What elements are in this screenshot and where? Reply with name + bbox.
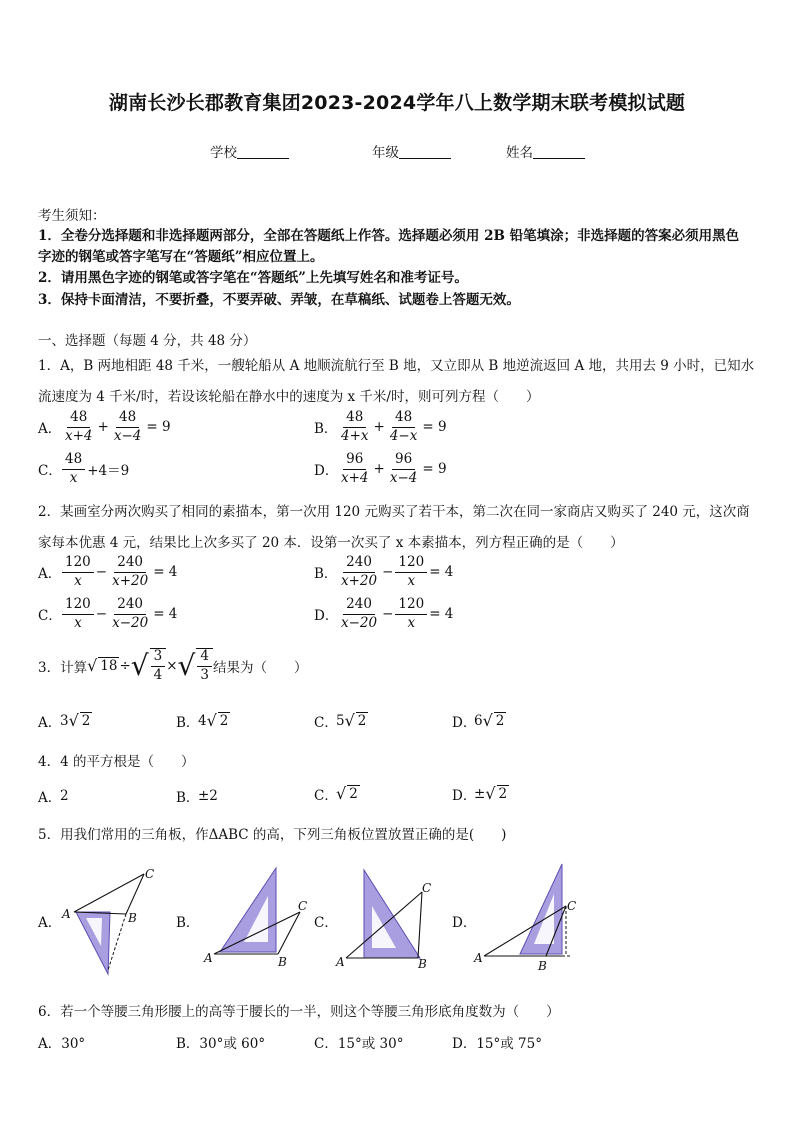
fraction — [338, 555, 380, 589]
fraction — [338, 410, 372, 444]
q3-prefix: 3．计算 — [38, 659, 88, 676]
q4-option-b[interactable] — [176, 786, 218, 806]
q5-stem: 5．用我们常用的三角板，作ΔABC 的高，下列三角板位置放置正确的是( ) — [38, 827, 507, 843]
rhs: = 9 — [422, 419, 447, 436]
q2-stem-line1: 2．某画室分两次购买了相同的素描本，第一次用 120 元购买了若干本，第二次在同一家商店又购买了 240 元，这次商 — [38, 504, 750, 520]
denominator: 4+x — [341, 427, 369, 444]
operator: × — [166, 657, 178, 674]
fraction — [395, 597, 427, 631]
option-label: A． — [38, 790, 62, 806]
radicand: 2 — [357, 713, 367, 730]
q4-option-d[interactable]: D． ± √ 2 — [452, 784, 508, 804]
q5-option-a-label[interactable]: A． — [38, 915, 62, 931]
numerator: 120 — [62, 555, 94, 573]
option-label: B． — [176, 715, 200, 731]
notice-item-1: 1．全卷分选择题和非选择题两部分，全部在答题纸上作答。选择题必须用 2B 铅笔填涂；非选择题的答案必须用黑色 — [38, 228, 740, 244]
operator: + — [97, 419, 109, 436]
point-label: B — [278, 955, 287, 969]
q2-option-b[interactable] — [314, 555, 453, 589]
q3-suffix: 结果为（ ） — [212, 659, 308, 676]
denominator: x−20 — [112, 614, 149, 631]
radicand: 2 — [349, 786, 358, 803]
q5-figure-d[interactable] — [470, 858, 590, 976]
q2-option-d[interactable] — [314, 597, 453, 631]
denominator: x — [407, 614, 416, 631]
option-label: A． — [38, 566, 62, 583]
denominator: x−20 — [341, 614, 378, 631]
numerator: 48 — [116, 410, 139, 428]
numerator: 4 — [197, 649, 212, 667]
denominator: x — [69, 469, 78, 486]
option-label: B． — [314, 566, 338, 583]
option-label: C． — [38, 608, 62, 625]
option-label: C． — [314, 788, 338, 804]
numerator: 96 — [343, 452, 366, 470]
q6-option-a[interactable]: A．30° — [38, 1036, 86, 1052]
rhs: = 4 — [153, 564, 178, 581]
denominator: x−4 — [113, 427, 142, 444]
option-label: D． — [452, 788, 477, 804]
point-label: B — [418, 957, 427, 971]
q5-option-b-label[interactable]: B． — [176, 915, 200, 931]
operator: − — [382, 606, 394, 623]
numerator: 120 — [62, 597, 94, 615]
denominator: x — [74, 572, 82, 589]
option-label: D． — [314, 463, 339, 480]
rhs: = 9 — [146, 419, 171, 436]
denominator: 4−x — [389, 427, 418, 444]
q6-stem: 6．若一个等腰三角形腰上的高等于腰长的一半，则这个等腰三角形底角度数为（ ） — [38, 1004, 560, 1020]
sqrt: √ 18 — [87, 655, 118, 675]
fraction — [109, 597, 151, 631]
numerator: 48 — [392, 410, 415, 428]
q1-option-d[interactable] — [314, 452, 447, 486]
numerator: 3 — [151, 649, 166, 667]
operator: − — [95, 564, 108, 581]
point-label: A — [62, 907, 71, 921]
fraction — [62, 555, 94, 589]
q6-option-c[interactable]: C．15°或 30° — [314, 1036, 404, 1052]
coef: 5 — [336, 713, 345, 729]
name-label: 姓名 — [506, 145, 533, 161]
numerator: 120 — [395, 597, 427, 615]
denominator: x — [407, 572, 416, 589]
q6-option-b[interactable]: B．30°或 60° — [176, 1036, 266, 1052]
option-text: ±2 — [198, 788, 218, 804]
rhs: = 4 — [153, 606, 178, 623]
notice-item-3: 3．保持卡面清洁，不要折叠，不要弄破、弄皱，在草稿纸、试题卷上答题无效。 — [38, 292, 520, 308]
q5-option-c-label[interactable]: C． — [314, 915, 338, 931]
denominator: x+4 — [65, 427, 93, 444]
fraction — [338, 452, 372, 486]
q6-option-d[interactable]: D．15°或 75° — [452, 1036, 542, 1052]
point-label: C — [567, 899, 577, 913]
q4-stem: 4．4 的平方根是（ ） — [38, 754, 195, 770]
notice-heading: 考生须知： — [38, 208, 106, 224]
operator: ÷ — [119, 657, 131, 674]
fraction — [62, 597, 94, 631]
radicand: 2 — [498, 786, 508, 803]
option-label: D． — [314, 608, 339, 625]
fraction — [395, 555, 427, 589]
school-field[interactable] — [210, 141, 289, 161]
numerator: 240 — [343, 555, 375, 573]
point-label: A — [204, 951, 213, 965]
option-label: B． — [314, 421, 338, 438]
operator: − — [382, 564, 394, 581]
fraction — [109, 555, 151, 589]
q5-figure-b[interactable] — [200, 862, 320, 972]
denominator: x−4 — [389, 469, 418, 486]
q4-option-c[interactable]: C． √ 2 — [314, 784, 358, 804]
option-label: C． — [314, 715, 338, 731]
numerator: 48 — [62, 452, 85, 470]
q5-figure-a[interactable] — [60, 862, 170, 982]
radicand: 2 — [219, 713, 229, 730]
option-label: D． — [452, 715, 477, 731]
name-field[interactable] — [506, 141, 585, 161]
q1-option-b[interactable] — [314, 410, 447, 444]
q3-option-c[interactable]: C． 5 √ 2 — [314, 711, 367, 731]
q2-option-a[interactable] — [38, 555, 177, 589]
fraction — [387, 410, 421, 444]
radicand: 2 — [495, 713, 505, 730]
rhs: = 9 — [422, 461, 447, 478]
numerator: 48 — [67, 410, 90, 428]
denominator: x+4 — [341, 469, 369, 486]
section-heading: 一、选择题（每题 4 分，共 48 分） — [38, 333, 257, 349]
grade-blank[interactable] — [399, 144, 451, 159]
point-label: A — [474, 951, 483, 965]
point-label: B — [538, 959, 547, 973]
denominator: x+20 — [341, 572, 378, 589]
notice-item-2: 2．请用黑色字迹的钢笔或答字笔在“答题纸”上先填写姓名和准考证号。 — [38, 270, 468, 286]
q1-option-c[interactable] — [38, 452, 129, 486]
q5-figure-c[interactable] — [332, 862, 452, 974]
school-label: 学校 — [210, 145, 237, 161]
numerator: 240 — [114, 597, 146, 615]
q1-stem-line1: 1．A，B 两地相距 48 千米，一艘轮船从 A 地顺流航行至 B 地，又立即从 B 地逆流返回 A 地，共用去 9 小时，已知水 — [38, 358, 755, 374]
option-label: C． — [38, 463, 62, 480]
q2-stem-line2: 家每本优惠 4 元，结果比上次多买了 20 本．设第一次买了 x 本素描本，列方程正确的是（ ） — [38, 535, 624, 551]
q1-option-a[interactable] — [38, 410, 171, 444]
fraction — [62, 410, 96, 444]
coef: 4 — [198, 713, 207, 729]
q1-stem-line2: 流速度为 4 千米/时，若设该轮船在静水中的速度为 x 千米/时，则可列方程（ ） — [38, 389, 540, 405]
rhs: = 4 — [429, 606, 454, 623]
numerator: 240 — [343, 597, 375, 615]
q5-option-d-label[interactable]: D． — [452, 915, 477, 931]
fraction — [338, 597, 380, 631]
denominator: 4 — [153, 666, 163, 683]
grade-field[interactable] — [372, 141, 451, 161]
option-text: 2 — [60, 788, 69, 804]
operator: − — [95, 606, 108, 623]
q4-option-a[interactable] — [38, 786, 69, 806]
radicand: 2 — [81, 713, 91, 730]
numerator: 96 — [392, 452, 415, 470]
rhs: +4＝9 — [87, 463, 130, 480]
sqrt: √ $\frac{3}{4}$ — [131, 648, 166, 683]
option-label: A． — [38, 715, 62, 731]
q3-option-b[interactable]: B． 4 √ 2 — [176, 711, 229, 731]
point-label: C — [422, 881, 432, 895]
q3-option-d[interactable]: D． 6 √ 2 — [452, 711, 505, 731]
rhs: = 4 — [429, 564, 454, 581]
operator: + — [373, 419, 385, 436]
fraction — [387, 452, 421, 486]
q3-stem — [38, 648, 307, 683]
coef: 3 — [60, 713, 69, 729]
school-blank[interactable] — [237, 144, 289, 159]
numerator: 120 — [395, 555, 427, 573]
point-label: B — [128, 911, 137, 925]
point-label: C — [145, 867, 155, 881]
denominator: x — [74, 614, 82, 631]
numerator: 48 — [343, 410, 366, 428]
denominator: x+20 — [112, 572, 149, 589]
option-label: B． — [176, 790, 200, 806]
sqrt: √ $\frac{4}{3}$ — [178, 648, 213, 683]
q2-option-c[interactable] — [38, 597, 177, 631]
denominator: 3 — [200, 666, 209, 683]
operator: + — [373, 461, 385, 478]
fraction — [111, 410, 145, 444]
page-title: 湖南长沙长郡教育集团2023-2024学年八上数学期末联考模拟试题 — [108, 92, 686, 114]
radicand: 18 — [100, 657, 118, 674]
notice-item-1b: 字迹的钢笔或答字笔写在“答题纸”相应位置上。 — [38, 249, 324, 265]
grade-label: 年级 — [372, 145, 399, 161]
point-label: C — [298, 899, 308, 913]
coef: 6 — [474, 713, 483, 729]
q3-option-a[interactable]: A． 3 √ 2 — [38, 711, 91, 731]
coef: ± — [474, 786, 486, 802]
option-label: A． — [38, 421, 62, 438]
name-blank[interactable] — [533, 144, 585, 159]
numerator: 240 — [114, 555, 146, 573]
point-label: A — [336, 955, 345, 969]
fraction — [62, 452, 85, 486]
